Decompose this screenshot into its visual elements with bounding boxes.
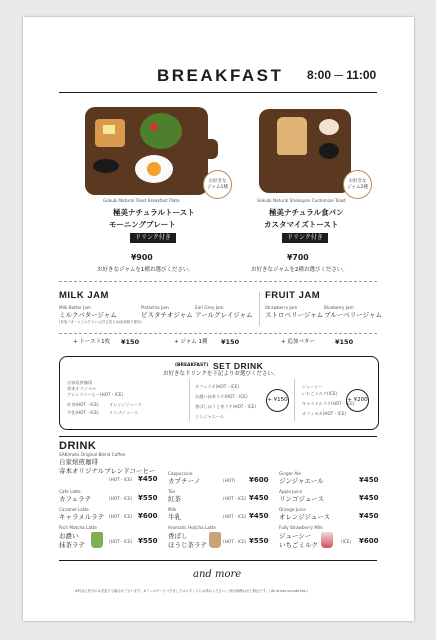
plate2-en: Gokubi Natural Shokupan Customize Toast xyxy=(257,198,346,203)
milk-jam-title: MILK JAM xyxy=(59,290,109,301)
drink-price: ¥450 xyxy=(359,512,379,520)
drink-temp: (HOT・ICE) xyxy=(109,514,133,519)
plate1-jp2: モーニングプレート xyxy=(109,220,176,229)
set-drink-item: ブレンドコーヒー(HOT・ICE) xyxy=(67,392,124,397)
drink-jp: お濃い xyxy=(59,532,79,540)
jam-jp: ミルクバタージャム xyxy=(59,311,117,319)
jam-divider xyxy=(259,292,260,326)
plate1-drink-pill: ドリンク付き xyxy=(130,233,176,243)
drink-temp: (HOT・ICE) xyxy=(109,539,133,544)
drink-en: Apple Juice xyxy=(279,489,303,494)
footer-rule xyxy=(59,560,377,561)
set-drink-item: 自家焙煎珈琲 xyxy=(67,380,93,385)
set-drink-item: ジューシー xyxy=(302,384,323,389)
addon-butter-price: ¥150 xyxy=(335,338,354,346)
drink-price: ¥600 xyxy=(359,537,379,545)
set-drink-item: お濃い抹茶ラテ(HOT・ICE) xyxy=(195,394,248,399)
drink-en: Cafe Latte xyxy=(59,489,81,494)
drink-jp: カフェラテ xyxy=(59,495,92,503)
drink-jp: ジンジャエール xyxy=(279,477,324,485)
divider xyxy=(59,333,377,334)
set-drink-item: キャラメルラテ(HOT・ICE) xyxy=(302,401,355,406)
set-drink-item: カフェモカ(HOT・ICE) xyxy=(302,411,346,416)
drink-price: ¥450 xyxy=(138,475,158,483)
and-more: and more xyxy=(193,569,242,580)
jam-jp: ストロベリージャム xyxy=(265,311,324,319)
plate1-en: Gokubi Natural Toast Breakfast Plate xyxy=(103,198,180,203)
drink-en: Tea xyxy=(168,489,175,494)
page-title: BREAKFAST xyxy=(157,66,284,85)
addon-jam: + ジャム 1種 xyxy=(174,339,208,345)
drink-jp: いちごミルク xyxy=(279,541,318,549)
drink-jp: キャラメルラテ xyxy=(59,513,105,521)
set-drink-item: ジンジャエール xyxy=(195,414,224,419)
drink-jp: 牛乳 xyxy=(168,513,181,521)
set-drink-item: いちごミルク(ICE) xyxy=(302,391,338,396)
plate2-drink-pill: ドリンク付き xyxy=(282,233,328,243)
plate2-price: ¥700 xyxy=(287,253,309,262)
drink-jp: リンゴジュース xyxy=(279,495,325,503)
drink-price: ¥450 xyxy=(249,512,269,520)
set-drink-item: 牛乳(HOT・ICE) xyxy=(67,410,99,415)
addon-jam-price: ¥150 xyxy=(221,338,240,346)
plate1-note: お好きなジャムを1種お選びください。 xyxy=(97,267,194,273)
drink-temp: (HOT・ICE) xyxy=(109,496,133,501)
drink-temp: (HOT・ICE) xyxy=(109,477,133,482)
drink-temp: (ICE) xyxy=(341,539,352,544)
drink-en: Ginger Ale xyxy=(279,471,301,476)
drink-en: Rich Matcha Latte xyxy=(59,525,97,530)
drink-price: ¥450 xyxy=(249,494,269,502)
strawberry-milk-cup-icon xyxy=(321,532,333,548)
drink-jp: 寄本オリジナルブレンドコーヒー xyxy=(59,467,156,475)
drink-jp: オレンジジュース xyxy=(279,513,331,521)
drink-price: ¥450 xyxy=(359,476,379,484)
drink-en: Fully Strawberry Milk xyxy=(279,525,323,530)
breakfast-plate-photo xyxy=(85,107,208,195)
drink-price: ¥550 xyxy=(138,537,158,545)
drink-price: ¥600 xyxy=(249,476,269,484)
plate2-jp2: カスタマイズトースト xyxy=(264,220,339,229)
addon-toast-price: ¥150 xyxy=(121,338,140,346)
drink-temp: (HOT・ICE) xyxy=(223,496,247,501)
drink-jp: カプチーノ xyxy=(168,477,201,485)
drink-en: Cappuccino xyxy=(168,471,193,476)
set-drink-item: 香ばしほうじ茶ラテ(HOT・ICE) xyxy=(195,404,256,409)
jam-badge-2: お好きな ジャム2種 xyxy=(343,170,372,199)
jam-jp: ピスタチオジャム xyxy=(141,311,193,319)
jam-en: Pistachio Jam xyxy=(141,305,169,310)
set-drink-item: 紅茶(HOT・ICE) xyxy=(67,402,99,407)
set-drink-item: 寄本オリジナル xyxy=(67,386,97,391)
jam-jp: アールグレイジャム xyxy=(195,311,253,319)
divider xyxy=(59,281,377,282)
jam-en: Earl Grey Jam xyxy=(195,305,224,310)
set-drink-item: カフェラテ(HOT・ICE) xyxy=(195,384,239,389)
drink-jp: ジューシー xyxy=(279,532,312,540)
drink-price: ¥600 xyxy=(138,512,158,520)
drink-jp: 自家焙煎珈琲 xyxy=(59,458,98,466)
drink-en: Aromatic Hojicha Latte xyxy=(168,525,216,530)
drink-temp: (HOT・ICE) xyxy=(223,514,247,519)
drink-price: ¥550 xyxy=(249,537,269,545)
plate2-note: お好きなジャムを2種お選びください。 xyxy=(251,267,348,273)
plate2-jp1: 極美ナチュラル食パン xyxy=(269,208,344,217)
jam-en: Blueberry Jam xyxy=(324,305,354,310)
customize-toast-photo xyxy=(259,109,351,193)
jam-en: Strawberry Jam xyxy=(265,305,298,310)
jam-sub: (有塩バター入ミルクジャム/甘さ控えめ/添加物不使用) xyxy=(59,320,142,324)
jam-badge-1: お好きな ジャム1種 xyxy=(203,170,232,199)
drink-price: ¥450 xyxy=(359,494,379,502)
drink-en: Caramel Latte xyxy=(59,507,89,512)
title-rule xyxy=(59,92,377,93)
hojicha-cup-icon xyxy=(209,532,221,548)
set-drink-tag: (BREAKFAST) xyxy=(175,363,209,368)
drink-en: Orange Juice xyxy=(279,507,306,512)
menu-page xyxy=(23,17,414,621)
plate1-jp1: 極美ナチュラルトースト xyxy=(113,208,195,217)
jam-en: Milk Butter Jam xyxy=(59,305,92,310)
drink-price: ¥550 xyxy=(138,494,158,502)
drink-jp: ほうじ茶ラテ xyxy=(168,541,207,549)
drink-jp: 紅茶 xyxy=(168,495,181,503)
drink-en: Milk xyxy=(168,507,177,512)
plate1-price: ¥900 xyxy=(131,253,153,262)
addon-toast: + トースト1枚 xyxy=(73,339,111,345)
set-drink-title: SET DRINK xyxy=(213,361,264,371)
drink-title: DRINK xyxy=(59,440,97,452)
footer-note: ※料金に該当のは変更する場合がございます。※アレルギーにつきましてはスタッフにお尋ねください。(表示価格は全て税込です。/ All prices include tax.) xyxy=(75,589,308,593)
addon-butter: + 追加バター xyxy=(281,339,315,345)
set-drink-item: リンゴジュース xyxy=(109,410,139,415)
set-drink-divider xyxy=(189,379,190,421)
set-drink-subtitle: お好きなドリンクを下記よりお選びください。 xyxy=(163,371,279,377)
fruit-jam-title: FRUIT JAM xyxy=(265,290,321,301)
drink-rule xyxy=(59,436,377,437)
drink-temp: (HOT・ICE) xyxy=(223,539,247,544)
drink-jp: 抹茶ラテ xyxy=(59,541,85,549)
drink-en: SAKImoto Original Blend Coffee xyxy=(59,452,126,457)
drink-jp: 香ばし xyxy=(168,532,188,540)
plus150-badge: + ¥150 xyxy=(266,389,289,412)
set-drink-item: オレンジジュース xyxy=(109,402,142,407)
jam-jp: ブルーベリージャム xyxy=(324,311,382,319)
drink-temp: (HOT) xyxy=(223,478,236,483)
hours: 8:00 ─ 11:00 xyxy=(307,68,377,82)
set-drink-divider xyxy=(294,379,295,421)
plus200-badge: + ¥200 xyxy=(346,389,369,412)
matcha-cup-icon xyxy=(91,532,103,548)
